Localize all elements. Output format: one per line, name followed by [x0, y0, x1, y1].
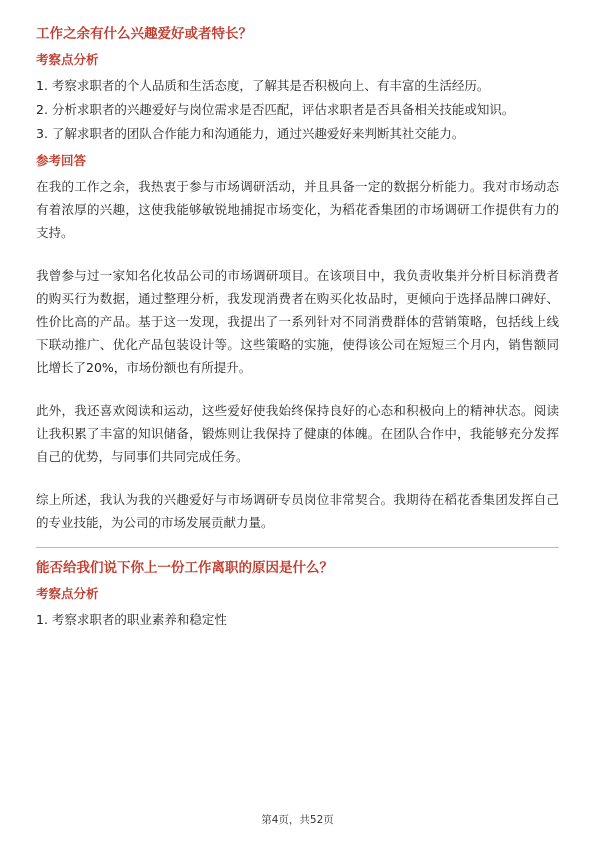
analysis-item: 1. 考察求职者的职业素养和稳定性: [36, 612, 227, 627]
answer-paragraph: 此外，我还喜欢阅读和运动，这些爱好使我始终保持良好的心态和积极向上的精神状态。阅读让我积累了丰富的知识储备，锻炼则让我保持了健康的体魄。在团队合作中，我能够充分发挥自己的优势，与同事们共同完成任务。: [36, 403, 559, 464]
page-number: 第4页，共52页: [261, 814, 334, 826]
answer-body: [36, 175, 559, 534]
page-content: [36, 24, 559, 632]
analysis-list: [36, 74, 559, 145]
analysis-item: 2. 分析求职者的兴趣爱好与岗位需求是否匹配，评估求职者是否具备相关技能或知识。: [36, 102, 515, 117]
answer-paragraph: 在我的工作之余，我热衷于参与市场调研活动，并且具备一定的数据分析能力。我对市场动态有着浓厚的兴趣，这使我能够敏锐地捕捉市场变化，为稻花香集团的市场调研工作提供有力的支持。: [36, 179, 559, 240]
analysis-label: 考察点分析: [36, 586, 99, 601]
analysis-item: 1. 考察求职者的个人品质和生活态度，了解其是否积极向上、有丰富的生活经历。: [36, 78, 490, 93]
question-title: 能否给我们说下你上一份工作离职的原因是什么？: [36, 560, 333, 576]
answer-paragraph: 我曾参与过一家知名化妆品公司的市场调研项目。在该项目中，我负责收集并分析目标消费者的购买行为数据，通过整理分析，我发现消费者在购买化妆品时，更倾向于选择品牌口碑好、性价比高的产品。基于这一发现，我提出了一系列针对不同消费群体的营销策略，包括线上线下联动推广、优化产品包装设计等。这些策略的实施，使得该公司在短短三个月内，销售额同比增长了20%，市场份额也有所提升。: [36, 268, 559, 375]
analysis-label: 考察点分析: [36, 52, 99, 67]
answer-paragraph: 综上所述，我认为我的兴趣爱好与市场调研专员岗位非常契合。我期待在稻花香集团发挥自己的专业技能，为公司的市场发展贡献力量。: [36, 492, 559, 530]
analysis-list: [36, 608, 559, 631]
analysis-item: 3. 了解求职者的团队合作能力和沟通能力，通过兴趣爱好来判断其社交能力。: [36, 126, 465, 141]
question-title: 工作之余有什么兴趣爱好或者特长？: [36, 26, 252, 42]
answer-label: 参考回答: [36, 153, 87, 168]
section-divider: [36, 547, 559, 548]
